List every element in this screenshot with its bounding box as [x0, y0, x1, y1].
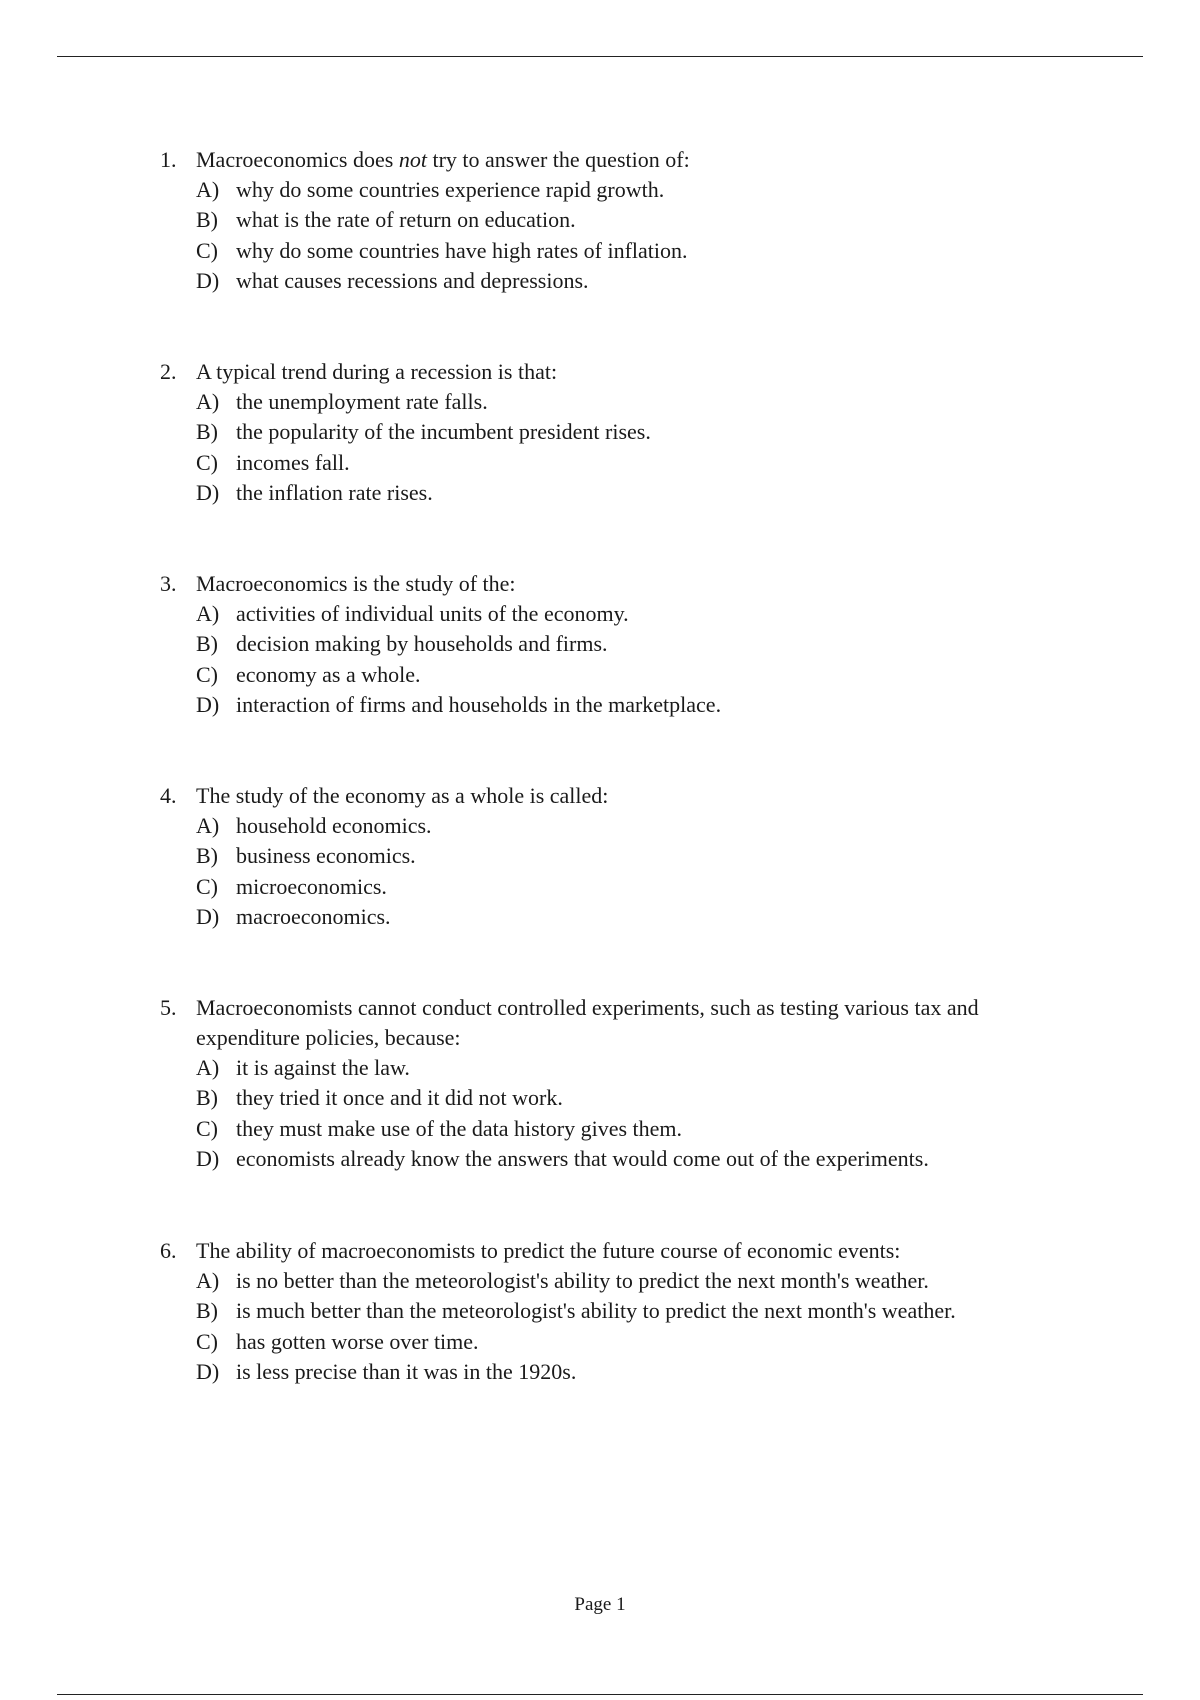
question-stem: Macroeconomics is the study of the: [196, 571, 516, 596]
option-letter: D) [196, 480, 220, 506]
option-letter: B) [196, 843, 218, 869]
option-a [196, 1266, 1080, 1296]
question-stem: The study of the economy as a whole is called: [196, 783, 609, 808]
option-text: economists already know the answers that would come out of the experiments. [236, 1146, 929, 1172]
option-letter: C) [196, 873, 218, 899]
option-list [196, 599, 1080, 721]
question-number: 3. [160, 571, 177, 596]
option-d [196, 690, 1080, 720]
option-b [196, 417, 1080, 447]
option-letter: A) [196, 1055, 220, 1080]
option-text: what causes recessions and depressions. [236, 268, 589, 294]
option-text: economy as a whole. [236, 661, 421, 687]
option-d [196, 1144, 1080, 1174]
question-3 [160, 569, 1080, 721]
question-6 [160, 1236, 1080, 1388]
option-letter: A) [196, 813, 220, 838]
option-b [196, 205, 1080, 235]
option-a [196, 175, 1080, 205]
option-c [196, 448, 1080, 478]
option-a [196, 811, 1080, 841]
option-letter: C) [196, 1115, 218, 1141]
option-a [196, 387, 1080, 417]
option-letter: C) [196, 661, 218, 687]
page-number: Page 1 [574, 1594, 626, 1615]
option-letter: D) [196, 904, 220, 930]
option-text: macroeconomics. [236, 904, 391, 930]
option-letter: C) [196, 449, 218, 475]
option-a [196, 599, 1080, 629]
option-text: activities of individual units of the economy. [236, 601, 629, 626]
question-number: 2. [160, 359, 177, 384]
option-list [196, 811, 1080, 933]
option-c [196, 1114, 1080, 1144]
option-b [196, 1083, 1080, 1113]
option-text: the inflation rate rises. [236, 480, 433, 506]
option-text: incomes fall. [236, 449, 350, 475]
option-letter: B) [196, 1298, 218, 1324]
question-5 [160, 993, 1080, 1175]
option-text: is no better than the meteorologist's ability to predict the next month's weather. [236, 1268, 929, 1293]
question-number: 6. [160, 1238, 177, 1263]
option-text: is much better than the meteorologist's ability to predict the next month's weather. [236, 1298, 956, 1324]
option-c [196, 1327, 1080, 1357]
option-text: decision making by households and firms. [236, 631, 608, 657]
option-letter: D) [196, 692, 220, 718]
option-d [196, 902, 1080, 932]
option-text: microeconomics. [236, 873, 387, 899]
option-a [196, 1053, 1080, 1083]
option-d [196, 266, 1080, 296]
question-stem: Macroeconomists cannot conduct controlled experiments, such as testing various tax and expenditure policies, because: [196, 995, 979, 1050]
bottom-rule [57, 1694, 1143, 1695]
option-letter: B) [196, 419, 218, 445]
option-letter: B) [196, 1085, 218, 1111]
option-letter: D) [196, 1146, 220, 1172]
option-d [196, 1357, 1080, 1387]
option-letter: D) [196, 1359, 220, 1385]
option-b [196, 629, 1080, 659]
option-text: business economics. [236, 843, 416, 869]
option-letter: B) [196, 207, 218, 233]
question-number: 5. [160, 995, 177, 1020]
option-text: the unemployment rate falls. [236, 389, 488, 414]
option-text: what is the rate of return on education. [236, 207, 576, 233]
question-number: 4. [160, 783, 177, 808]
option-letter: C) [196, 237, 218, 263]
option-letter: A) [196, 177, 220, 202]
question-2 [160, 357, 1080, 509]
question-stem: Macroeconomics does not try to answer the question of: [196, 147, 690, 172]
option-text: why do some countries have high rates of inflation. [236, 237, 688, 263]
option-list [196, 175, 1080, 297]
option-c [196, 872, 1080, 902]
option-c [196, 660, 1080, 690]
option-letter: D) [196, 268, 220, 294]
question-number: 1. [160, 147, 177, 172]
question-stem: A typical trend during a recession is that: [196, 359, 558, 384]
option-text: it is against the law. [236, 1055, 410, 1080]
option-c [196, 236, 1080, 266]
option-d [196, 478, 1080, 508]
option-list [196, 1266, 1080, 1388]
option-letter: B) [196, 631, 218, 657]
option-text: they must make use of the data history gives them. [236, 1115, 683, 1141]
option-letter: A) [196, 1268, 220, 1293]
option-b [196, 1296, 1080, 1326]
option-list [196, 387, 1080, 509]
option-b [196, 841, 1080, 871]
option-text: household economics. [236, 813, 432, 838]
question-1 [160, 145, 1080, 297]
option-text: is less precise than it was in the 1920s. [236, 1359, 577, 1385]
option-letter: A) [196, 601, 220, 626]
option-letter: C) [196, 1328, 218, 1354]
option-letter: A) [196, 389, 220, 414]
option-text: why do some countries experience rapid growth. [236, 177, 665, 202]
option-text: they tried it once and it did not work. [236, 1085, 563, 1111]
option-list [196, 1053, 1080, 1175]
question-stem: The ability of macroeconomists to predict the future course of economic events: [196, 1238, 901, 1263]
option-text: has gotten worse over time. [236, 1328, 479, 1354]
option-text: interaction of firms and households in the marketplace. [236, 692, 722, 718]
option-text: the popularity of the incumbent president rises. [236, 419, 651, 445]
question-4 [160, 781, 1080, 933]
